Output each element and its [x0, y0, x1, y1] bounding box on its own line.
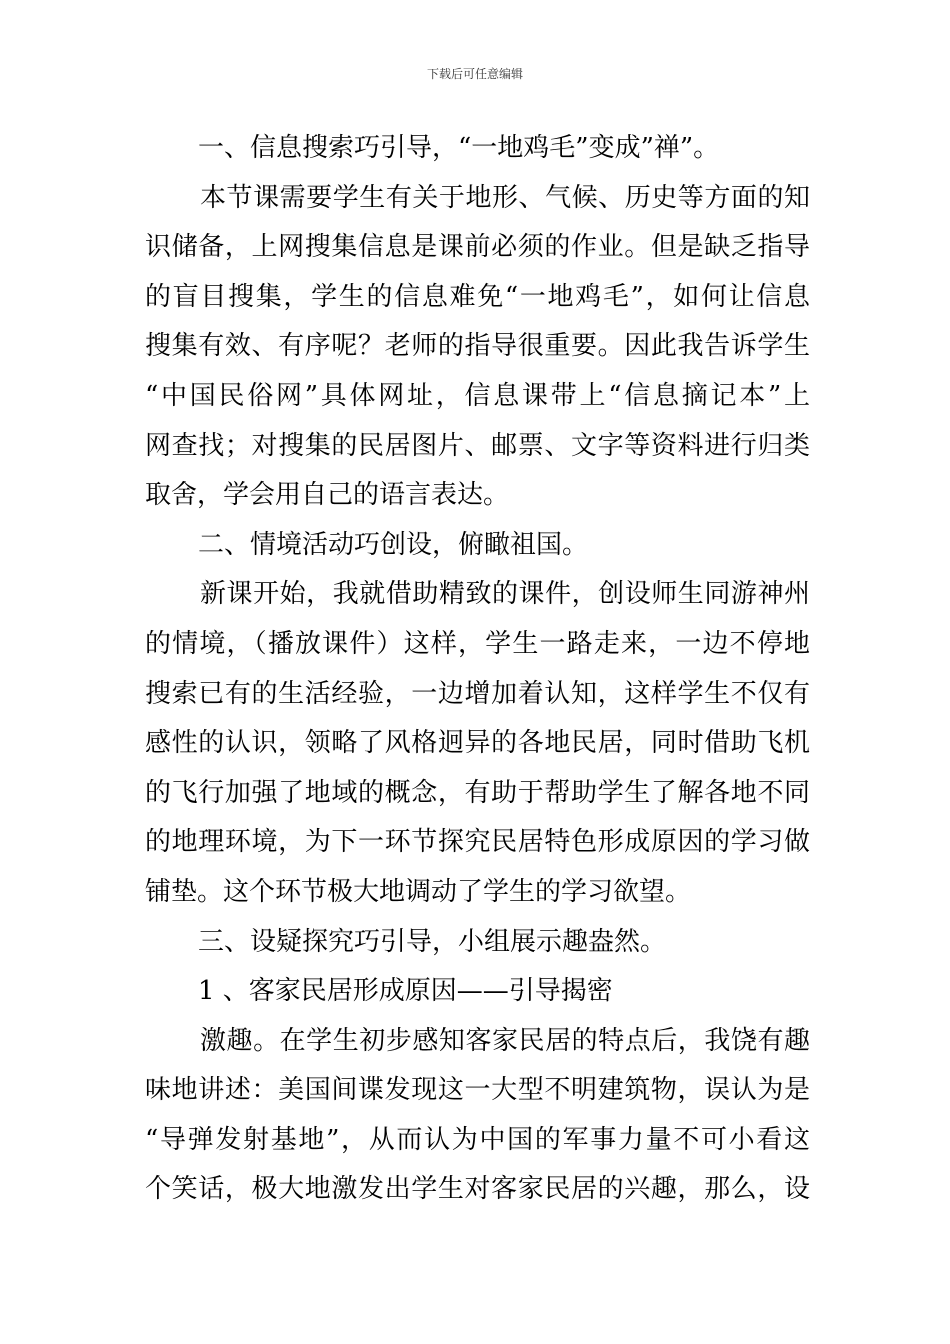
paragraph-line: 取舍，学会用自己的语言表达。 — [145, 480, 510, 511]
paragraph-line: 激趣。在学生初步感知客家民居的特点后，我饶有趣 — [200, 1025, 810, 1056]
paragraph-line: “导弹发射基地”，从而认为中国的军事力量不可小看这 — [145, 1124, 810, 1155]
paragraph-line: 的情境，（播放课件）这样，学生一路走来，一边不停地 — [145, 628, 810, 659]
paragraph-line: 搜索已有的生活经验，一边增加着认知，这样学生不仅有 — [145, 678, 810, 709]
paragraph-line: 感性的认识，领略了风格迥异的各地民居，同时借助飞机 — [145, 728, 810, 759]
paragraph-line: 的地理环境，为下一环节探究民居特色形成原因的学习做 — [145, 827, 810, 858]
section-heading: 三、设疑探究巧引导，小组展示趣盎然。 — [198, 926, 667, 957]
subsection-heading: 1 、客家民居形成原因——引导揭密 — [198, 976, 613, 1007]
paragraph-line: 味地讲述：美国间谍发现这一大型不明建筑物，误认为是 — [145, 1075, 810, 1106]
paragraph-line: 搜集有效、有序呢？老师的指导很重要。因此我告诉学生 — [145, 331, 810, 362]
paragraph-line: 铺垫。这个环节极大地调动了学生的学习欲望。 — [145, 876, 692, 907]
document-body — [145, 124, 810, 1215]
paragraph-line: 识储备，上网搜集信息是课前必须的作业。但是缺乏指导 — [145, 232, 810, 263]
paragraph-line: 的盲目搜集，学生的信息难免“一地鸡毛”，如何让信息 — [145, 281, 810, 312]
page-header: 下载后可任意编辑 — [426, 67, 523, 81]
paragraph-line: “中国民俗网”具体网址，信息课带上“信息摘记本”上 — [145, 380, 810, 411]
section-heading: 二、情境活动巧创设，俯瞰祖国。 — [198, 529, 589, 560]
paragraph-line: 个笑话，极大地激发出学生对客家民居的兴趣，那么，设 — [145, 1174, 810, 1205]
section-heading: 一、信息搜索巧引导，“一地鸡毛”变成”禅”。 — [198, 133, 720, 163]
paragraph-line: 的飞行加强了地域的概念，有助于帮助学生了解各地不同 — [145, 777, 810, 808]
paragraph-line: 新课开始，我就借助精致的课件，创设师生同游神州 — [200, 579, 810, 610]
paragraph-line: 本节课需要学生有关于地形、气候、历史等方面的知 — [200, 182, 810, 213]
paragraph-line: 网查找；对搜集的民居图片、邮票、文字等资料进行归类 — [145, 430, 810, 461]
